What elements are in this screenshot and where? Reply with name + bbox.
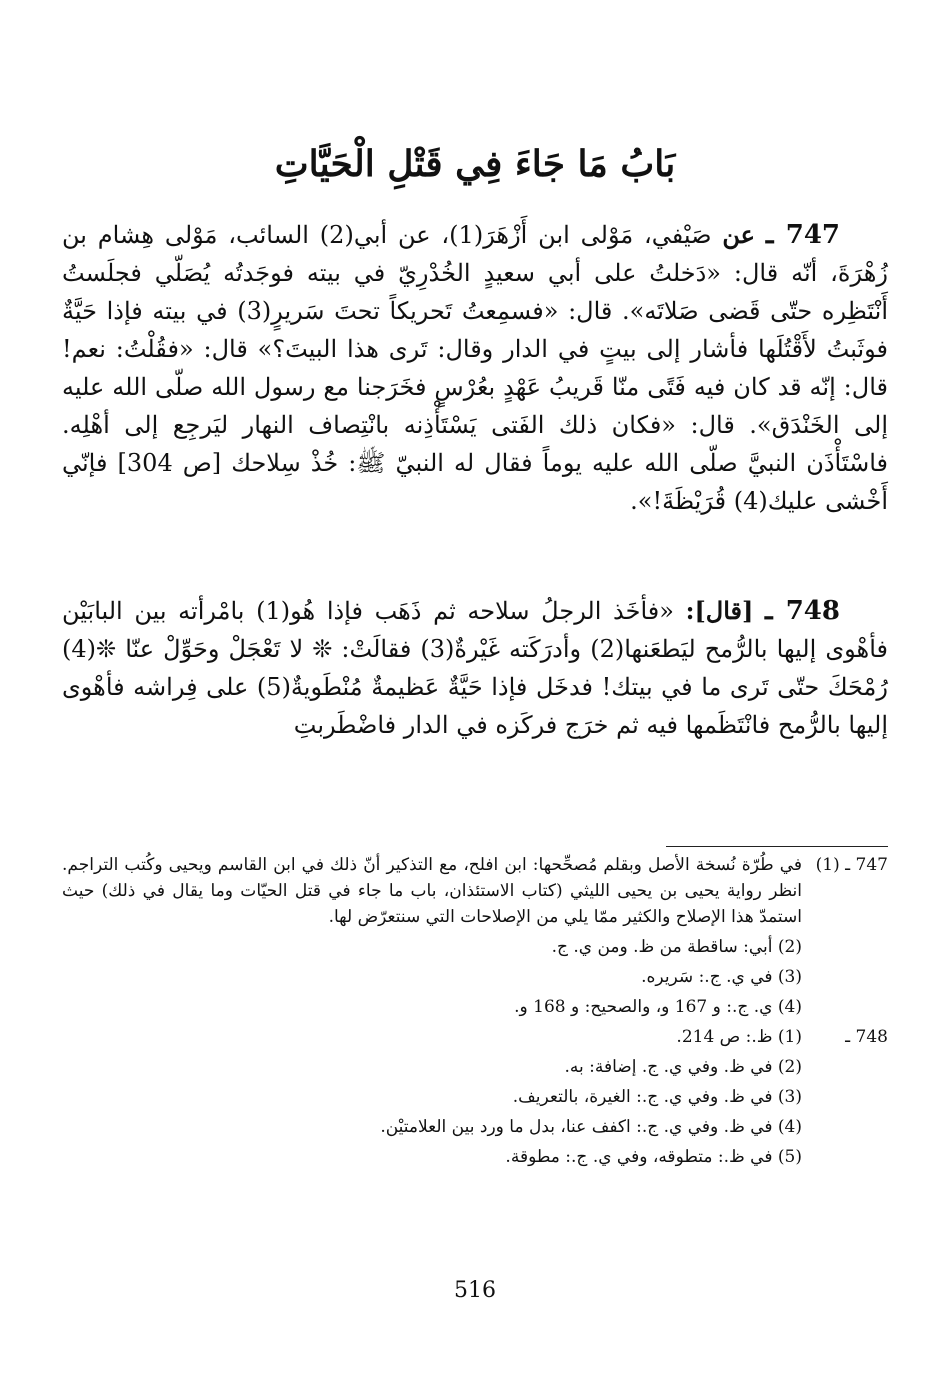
footnote-text: في طُرّة نُسخة الأصل وبقلم مُصحِّحها: ابن افلح، مع التذكير أنّ ذلك في ابن القاسم ويحيى وكُتب التراجم. انظر رواية يحيى بن يحيى الليثي (كتاب الاستئذان، باب ما جاء في قتل الحيّات وما يقال في ذلك) حيث استمدّ هذا الإصلاح والكثير ممّا يلي من الإصلاحات التي سنتعرّض لها. <box>62 855 802 927</box>
footnote-label: 748 ـ <box>845 1027 888 1047</box>
footnote-item: (2) في ظ. وفي ي. ج. إضافة: به. <box>564 1057 802 1077</box>
footnote-item: (3) في ي. ج.: سَريره. <box>641 967 802 987</box>
hadith-text: صَيْفي، مَوْلى ابن أَزْهَرَ(1)، عن أبي(2) السائب، مَوْلى هِشام بن زُهْرَةَ، أنّه قال: «دَخلتُ على أبي سعيدٍ الخُدْرِيّ في بيته فوجَدتُه يُصَلّي فجلَستُ أَنْتَظِره حتّى قَضى صَلاتَه». قال: «فسمِعتُ تَحريكاً تحتَ سَريرٍ(3) في بيته فإذا حَيَّةٌ فوثَبتُ لأَقْتُلَها فأشار إلى بيتٍ في الدار وقال: تَرى هذا البيتَ؟» قال: «فقُلْتُ: نعم! قال: إنّه قد كان فيه فَتًى منّا قَريبُ عَهْدٍ بعُرْسٍ فخَرَجنا مع رسول الله صلّى الله عليه إلى الخَنْدَق». قال: «فكان ذلك الفَتى يَسْتَأْذِنه بانْتِصاف النهار ليَرجِع إلى أهْلِه. فاسْتَأْذَن النبيَّ صلّى الله عليه يوماً فقال له النبيّ ﷺ: خُذْ سِلاحك [ص 304] فإنّي أَخْشى عليك(4) قُرَيْظَةَ!». <box>62 221 888 515</box>
footnote-item: (3) في ظ. وفي ي. ج.: الغيرة، بالتعريف. <box>512 1087 802 1107</box>
footnote-separator <box>666 846 888 847</box>
hadith-text: «فأخَذ الرجلُ سلاحه ثم ذَهَب فإذا هُو(1) بامْرأته بين البابَيْن فأهْوى إليها بالرُّمح ليَطعَنها(2) وأدرَكَته غَيْرةٌ(3) فقالَتْ: ❊ لا تَعْجَلْ وحَوِّلْ عنّا ❊(4) رُمْحَكَ حتّى تَرى ما في بيتك! فدخَل فإذا حَيَّةٌ عَظيمةٌ مُنْطَويةٌ(5) على فِراشه فأهْوى إليها بالرُّمح فانْتَظَمها فيه ثم خرَج فركَزه في الدار فاضْطَربتِ <box>62 597 888 739</box>
hadith-lead-word: عن <box>722 220 755 249</box>
footnote-item: (4) ي. ج.: و 167 و، والصحيح: و 168 و. <box>514 997 802 1017</box>
hadith-number: 747 ـ <box>765 220 841 250</box>
hadith-747-paragraph <box>62 216 888 520</box>
footnote-label: 747 ـ (1) <box>815 855 888 875</box>
footnote-item <box>62 852 888 930</box>
footnotes-list <box>62 852 888 1174</box>
hadith-748-paragraph <box>62 592 888 744</box>
footnote-text: (1) ظ.: ص 214. <box>676 1027 802 1047</box>
chapter-title: بَابُ مَا جَاءَ فِي قَتْلِ الْحَيَّاتِ <box>274 143 676 185</box>
document-page <box>62 0 888 1376</box>
footnote-item <box>62 1024 888 1050</box>
hadith-lead-word: [قال]: <box>685 596 754 625</box>
hadith-number: 748 ـ <box>765 596 840 626</box>
footnote-item: (5) في ظ.: متطوقه، وفي ي. ج.: مطوقة. <box>505 1147 802 1167</box>
page-number: 516 <box>454 1278 496 1303</box>
footnote-item: (2) أبي: ساقطة من ظ. ومن ي. ج. <box>551 937 802 957</box>
footnote-item: (4) في ظ. وفي ي. ج.: اكفف عنا، بدل ما ورد بين العلامتيْن. <box>380 1117 802 1137</box>
